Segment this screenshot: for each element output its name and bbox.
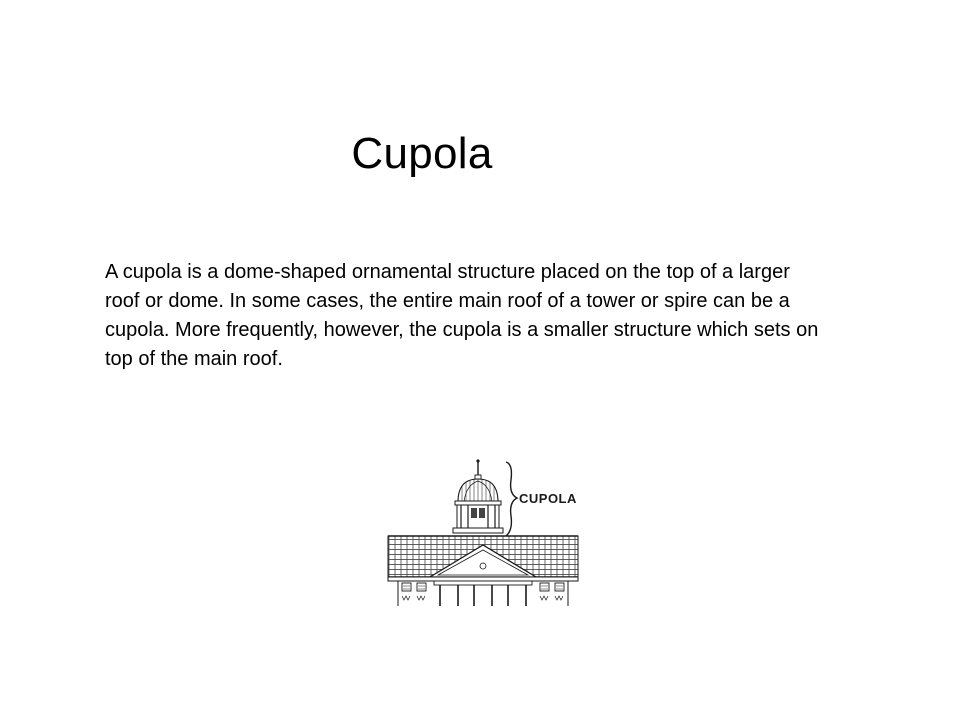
cupola-drum xyxy=(453,505,503,533)
facade xyxy=(388,577,578,606)
finial xyxy=(475,459,481,479)
callout-label: CUPOLA xyxy=(519,491,577,506)
slide-title: Cupola xyxy=(351,129,493,178)
cupola-dome xyxy=(455,479,501,505)
slide-body-text: A cupola is a dome-shaped ornamental structure placed on the top of a larger roof or dome. In some cases, the entire main roof of a tower or spire can be a cupola. More frequently, however, the cupola is a smaller structure which sets on top of the main roof. xyxy=(105,261,819,370)
cupola-callout xyxy=(506,462,577,536)
building-drawing xyxy=(380,450,600,610)
cupola-building-illustration xyxy=(380,450,600,610)
windows xyxy=(402,583,564,600)
